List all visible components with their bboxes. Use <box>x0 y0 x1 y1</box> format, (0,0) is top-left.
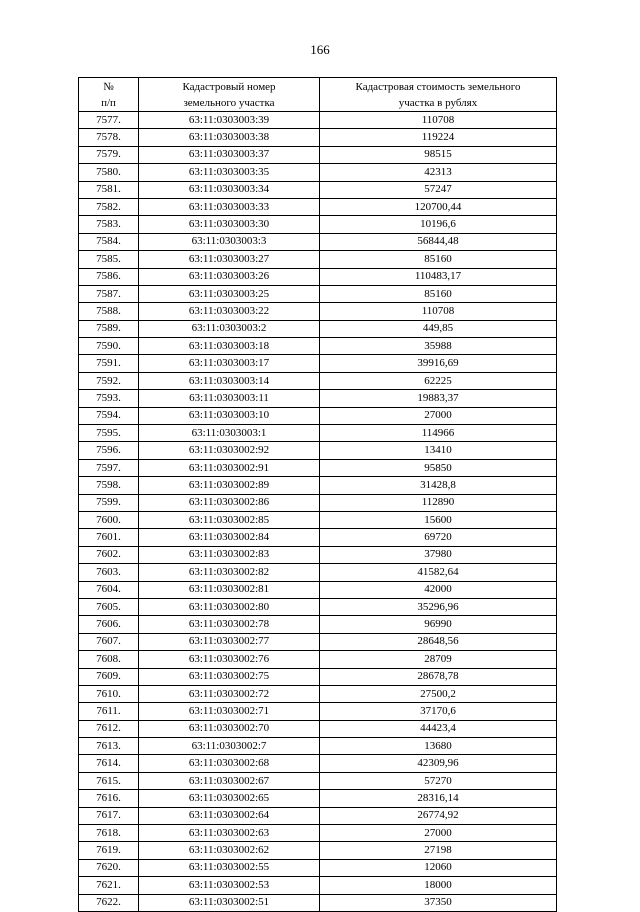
cadastral-number-cell: 63:11:0303002:81 <box>139 581 320 598</box>
table-row <box>79 581 557 598</box>
row-number-cell: 7610. <box>79 685 139 702</box>
cadastral-number-cell: 63:11:0303003:35 <box>139 164 320 181</box>
cadastral-number-cell: 63:11:0303002:7 <box>139 738 320 755</box>
table-row <box>79 598 557 615</box>
table-row <box>79 511 557 528</box>
table-row <box>79 668 557 685</box>
cadastral-value-cell: 110483,17 <box>320 268 557 285</box>
row-number-cell: 7601. <box>79 529 139 546</box>
cadastral-number-cell: 63:11:0303003:33 <box>139 198 320 215</box>
cadastral-value-cell: 85160 <box>320 285 557 302</box>
cadastral-value-cell: 12060 <box>320 859 557 876</box>
cadastral-value-cell: 13680 <box>320 738 557 755</box>
row-number-cell: 7597. <box>79 459 139 476</box>
header-cadastral-value-line2: участка в рублях <box>398 96 478 109</box>
table-row <box>79 390 557 407</box>
table-row <box>79 407 557 424</box>
table-row <box>79 755 557 772</box>
cadastral-value-cell: 18000 <box>320 877 557 894</box>
table-row <box>79 129 557 146</box>
cadastral-number-cell: 63:11:0303002:78 <box>139 616 320 633</box>
table-row <box>79 181 557 198</box>
cadastral-number-cell: 63:11:0303003:34 <box>139 181 320 198</box>
cadastral-number-cell: 63:11:0303002:76 <box>139 651 320 668</box>
table-row <box>79 720 557 737</box>
header-cadastral-number <box>139 78 320 112</box>
cadastral-number-cell: 63:11:0303002:68 <box>139 755 320 772</box>
cadastral-value-cell: 27000 <box>320 825 557 842</box>
cadastral-value-cell: 44423,4 <box>320 720 557 737</box>
header-cadastral-number-line1: Кадастровый номер <box>182 80 276 93</box>
cadastral-number-cell: 63:11:0303003:3 <box>139 233 320 250</box>
table-row <box>79 703 557 720</box>
cadastral-number-cell: 63:11:0303003:14 <box>139 372 320 389</box>
cadastral-number-cell: 63:11:0303003:17 <box>139 355 320 372</box>
cadastral-value-cell: 96990 <box>320 616 557 633</box>
cadastral-number-cell: 63:11:0303003:18 <box>139 338 320 355</box>
table-row <box>79 285 557 302</box>
table-row <box>79 164 557 181</box>
cadastral-value-cell: 15600 <box>320 511 557 528</box>
cadastral-value-cell: 120700,44 <box>320 198 557 215</box>
table-row <box>79 216 557 233</box>
cadastral-value-cell: 449,85 <box>320 320 557 337</box>
table-row <box>79 442 557 459</box>
table-row <box>79 355 557 372</box>
cadastral-number-cell: 63:11:0303003:10 <box>139 407 320 424</box>
cadastral-number-cell: 63:11:0303002:92 <box>139 442 320 459</box>
row-number-cell: 7605. <box>79 598 139 615</box>
cadastral-number-cell: 63:11:0303002:86 <box>139 494 320 511</box>
row-number-cell: 7582. <box>79 198 139 215</box>
table-row <box>79 842 557 859</box>
row-number-cell: 7614. <box>79 755 139 772</box>
row-number-cell: 7592. <box>79 372 139 389</box>
cadastral-value-cell: 28678,78 <box>320 668 557 685</box>
row-number-cell: 7608. <box>79 651 139 668</box>
cadastral-value-cell: 26774,92 <box>320 807 557 824</box>
row-number-cell: 7619. <box>79 842 139 859</box>
table-row <box>79 529 557 546</box>
table-row <box>79 651 557 668</box>
row-number-cell: 7617. <box>79 807 139 824</box>
cadastral-number-cell: 63:11:0303003:25 <box>139 285 320 302</box>
cadastral-value-cell: 62225 <box>320 372 557 389</box>
cadastral-value-cell: 27198 <box>320 842 557 859</box>
row-number-cell: 7593. <box>79 390 139 407</box>
cadastral-value-cell: 37350 <box>320 894 557 911</box>
table-header <box>79 78 557 112</box>
table-row <box>79 146 557 163</box>
cadastral-value-cell: 85160 <box>320 251 557 268</box>
header-number-sign: № <box>103 80 114 93</box>
cadastral-value-cell: 110708 <box>320 303 557 320</box>
cadastral-number-cell: 63:11:0303002:53 <box>139 877 320 894</box>
cadastral-number-cell: 63:11:0303003:2 <box>139 320 320 337</box>
cadastral-number-cell: 63:11:0303003:1 <box>139 425 320 442</box>
cadastral-number-cell: 63:11:0303002:62 <box>139 842 320 859</box>
page-number: 166 <box>310 42 330 57</box>
header-cadastral-number-line2: земельного участка <box>183 96 275 109</box>
row-number-cell: 7620. <box>79 859 139 876</box>
cadastral-number-cell: 63:11:0303002:77 <box>139 633 320 650</box>
row-number-cell: 7612. <box>79 720 139 737</box>
header-row <box>79 78 557 112</box>
row-number-cell: 7613. <box>79 738 139 755</box>
row-number-cell: 7587. <box>79 285 139 302</box>
cadastral-value-cell: 42000 <box>320 581 557 598</box>
header-cadastral-value <box>320 78 557 112</box>
row-number-cell: 7595. <box>79 425 139 442</box>
row-number-cell: 7586. <box>79 268 139 285</box>
table-row <box>79 633 557 650</box>
cadastral-number-cell: 63:11:0303002:85 <box>139 511 320 528</box>
row-number-cell: 7584. <box>79 233 139 250</box>
table-row <box>79 738 557 755</box>
row-number-cell: 7622. <box>79 894 139 911</box>
cadastral-number-cell: 63:11:0303002:84 <box>139 529 320 546</box>
cadastral-value-cell: 35988 <box>320 338 557 355</box>
header-cadastral-value-line1: Кадастровая стоимость земельного <box>355 80 521 93</box>
cadastral-value-cell: 110708 <box>320 112 557 129</box>
cadastral-value-cell: 95850 <box>320 459 557 476</box>
table-row <box>79 459 557 476</box>
row-number-cell: 7585. <box>79 251 139 268</box>
table-row <box>79 268 557 285</box>
cadastral-value-cell: 28316,14 <box>320 790 557 807</box>
cadastral-value-table <box>78 77 557 912</box>
header-number-abbrev: п/п <box>101 96 116 109</box>
cadastral-number-cell: 63:11:0303002:89 <box>139 477 320 494</box>
table-row <box>79 425 557 442</box>
cadastral-number-cell: 63:11:0303002:83 <box>139 546 320 563</box>
table-row <box>79 894 557 911</box>
cadastral-value-cell: 119224 <box>320 129 557 146</box>
table-row <box>79 877 557 894</box>
row-number-cell: 7604. <box>79 581 139 598</box>
header-row-number <box>79 78 139 112</box>
table-row <box>79 233 557 250</box>
row-number-cell: 7611. <box>79 703 139 720</box>
cadastral-value-cell: 112890 <box>320 494 557 511</box>
cadastral-number-cell: 63:11:0303002:63 <box>139 825 320 842</box>
row-number-cell: 7583. <box>79 216 139 233</box>
table-row <box>79 685 557 702</box>
row-number-cell: 7615. <box>79 772 139 789</box>
row-number-cell: 7588. <box>79 303 139 320</box>
cadastral-number-cell: 63:11:0303002:67 <box>139 772 320 789</box>
row-number-cell: 7603. <box>79 564 139 581</box>
cadastral-value-cell: 37170,6 <box>320 703 557 720</box>
row-number-cell: 7589. <box>79 320 139 337</box>
cadastral-value-cell: 114966 <box>320 425 557 442</box>
row-number-cell: 7580. <box>79 164 139 181</box>
table-row <box>79 564 557 581</box>
cadastral-value-cell: 41582,64 <box>320 564 557 581</box>
cadastral-number-cell: 63:11:0303002:82 <box>139 564 320 581</box>
row-number-cell: 7579. <box>79 146 139 163</box>
cadastral-value-cell: 57247 <box>320 181 557 198</box>
cadastral-value-cell: 39916,69 <box>320 355 557 372</box>
table-row <box>79 790 557 807</box>
cadastral-number-cell: 63:11:0303003:27 <box>139 251 320 268</box>
row-number-cell: 7594. <box>79 407 139 424</box>
row-number-cell: 7602. <box>79 546 139 563</box>
row-number-cell: 7598. <box>79 477 139 494</box>
cadastral-number-cell: 63:11:0303002:55 <box>139 859 320 876</box>
table-row <box>79 494 557 511</box>
table-row <box>79 320 557 337</box>
cadastral-value-cell: 57270 <box>320 772 557 789</box>
table-row <box>79 112 557 129</box>
cadastral-number-cell: 63:11:0303002:91 <box>139 459 320 476</box>
cadastral-number-cell: 63:11:0303002:75 <box>139 668 320 685</box>
cadastral-number-cell: 63:11:0303002:65 <box>139 790 320 807</box>
table-row <box>79 616 557 633</box>
table-row <box>79 198 557 215</box>
row-number-cell: 7616. <box>79 790 139 807</box>
cadastral-value-cell: 42313 <box>320 164 557 181</box>
table-row <box>79 338 557 355</box>
cadastral-value-cell: 28648,56 <box>320 633 557 650</box>
row-number-cell: 7590. <box>79 338 139 355</box>
cadastral-number-cell: 63:11:0303002:71 <box>139 703 320 720</box>
cadastral-value-cell: 27500,2 <box>320 685 557 702</box>
cadastral-number-cell: 63:11:0303002:72 <box>139 685 320 702</box>
table-row <box>79 825 557 842</box>
row-number-cell: 7618. <box>79 825 139 842</box>
row-number-cell: 7607. <box>79 633 139 650</box>
cadastral-value-cell: 69720 <box>320 529 557 546</box>
cadastral-number-cell: 63:11:0303003:26 <box>139 268 320 285</box>
cadastral-number-cell: 63:11:0303003:38 <box>139 129 320 146</box>
row-number-cell: 7599. <box>79 494 139 511</box>
table-body <box>79 112 557 912</box>
row-number-cell: 7578. <box>79 129 139 146</box>
table-row <box>79 303 557 320</box>
cadastral-value-cell: 28709 <box>320 651 557 668</box>
cadastral-number-cell: 63:11:0303003:30 <box>139 216 320 233</box>
table-row <box>79 859 557 876</box>
row-number-cell: 7591. <box>79 355 139 372</box>
table-row <box>79 372 557 389</box>
cadastral-number-cell: 63:11:0303002:80 <box>139 598 320 615</box>
cadastral-value-cell: 19883,37 <box>320 390 557 407</box>
row-number-cell: 7600. <box>79 511 139 528</box>
cadastral-value-cell: 10196,6 <box>320 216 557 233</box>
table-row <box>79 251 557 268</box>
cadastral-value-cell: 35296,96 <box>320 598 557 615</box>
cadastral-value-cell: 31428,8 <box>320 477 557 494</box>
cadastral-value-cell: 42309,96 <box>320 755 557 772</box>
cadastral-value-cell: 98515 <box>320 146 557 163</box>
row-number-cell: 7621. <box>79 877 139 894</box>
table-row <box>79 807 557 824</box>
cadastral-number-cell: 63:11:0303003:39 <box>139 112 320 129</box>
cadastral-value-cell: 27000 <box>320 407 557 424</box>
cadastral-value-cell: 56844,48 <box>320 233 557 250</box>
cadastral-number-cell: 63:11:0303002:51 <box>139 894 320 911</box>
cadastral-number-cell: 63:11:0303002:64 <box>139 807 320 824</box>
table-row <box>79 772 557 789</box>
cadastral-number-cell: 63:11:0303002:70 <box>139 720 320 737</box>
row-number-cell: 7581. <box>79 181 139 198</box>
row-number-cell: 7596. <box>79 442 139 459</box>
cadastral-number-cell: 63:11:0303003:22 <box>139 303 320 320</box>
row-number-cell: 7606. <box>79 616 139 633</box>
row-number-cell: 7577. <box>79 112 139 129</box>
cadastral-number-cell: 63:11:0303003:37 <box>139 146 320 163</box>
cadastral-value-cell: 37980 <box>320 546 557 563</box>
cadastral-value-cell: 13410 <box>320 442 557 459</box>
cadastral-number-cell: 63:11:0303003:11 <box>139 390 320 407</box>
table-row <box>79 477 557 494</box>
table-row <box>79 546 557 563</box>
row-number-cell: 7609. <box>79 668 139 685</box>
